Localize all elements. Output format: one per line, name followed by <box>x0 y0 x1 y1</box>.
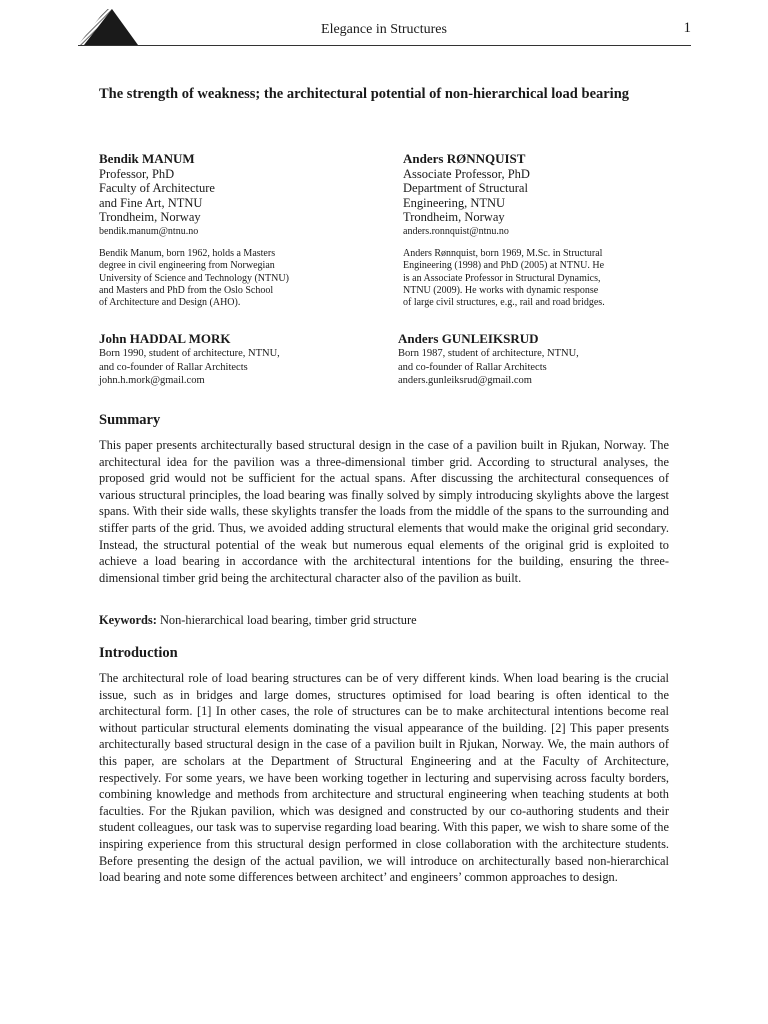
bio-line: Anders Rønnquist, born 1969, M.Sc. in Structural <box>403 248 603 259</box>
author-affiliation: Department of Structural <box>403 181 528 195</box>
summary-heading: Summary <box>99 412 161 428</box>
author-email: bendik.manum@ntnu.no <box>99 225 199 237</box>
author-affiliation: and Fine Art, NTNU <box>99 195 203 210</box>
author-location: Trondheim, Norway <box>403 210 505 224</box>
bio-line: is an Associate Professor in Structural Dynamics, <box>403 272 601 284</box>
author-bio-manum <box>99 248 289 309</box>
bio-line: degree in civil engineering from Norwegian <box>99 260 275 272</box>
author-affiliation: Engineering, NTNU <box>403 195 506 210</box>
author-email: anders.gunleiksrud@gmail.com <box>398 375 532 386</box>
bio-line: and Masters and PhD from the Oslo School <box>99 284 274 296</box>
author-mork <box>99 330 280 388</box>
author-manum <box>99 152 215 238</box>
page-number: 1 <box>683 20 691 36</box>
author-position: Professor, PhD <box>99 166 175 181</box>
journal-title: Elegance in Structures <box>321 22 447 37</box>
author-email: anders.ronnquist@ntnu.no <box>403 225 509 237</box>
bio-line: of Architecture and Design (AHO). <box>99 297 241 309</box>
author-description: Born 1987, student of architecture, NTNU, <box>398 348 579 359</box>
bio-line: University of Science and Technology (NTNU) <box>99 272 289 284</box>
paper-title: The strength of weakness; the architectural potential of non-hierarchical load bearing <box>99 86 630 102</box>
bio-line: NTNU (2009). He works with dynamic response <box>403 284 599 296</box>
introduction-text: The architectural role of load bearing structures can be of very different kinds. When load bearing is the crucial issue, such as in bridges and large domes, structures optimised for load bearing is often identical to the architectural form. [1] In other cases, the role of structures can be to make architectural intentions become real without particular structural elements dominating the visual appearance of the building. [2] This paper presents architecturally based structural design in the case of a pavilion built in Rjukan, Norway. We, the main authors of this paper, are scholars at the Department of Structural Engineering and at the Faculty of Architecture, respectively. For some years, we have been working together in lecturing and supervising across faculty borders, combining knowledge and methods from architecture and structural engineering when teaching students at both faculties. For the Rjukan pavilion, which was designed and constructed by our co-authoring students and their student colleagues, our task was to supervise regarding load bearing. With this paper, we wish to share some of the inspiring experience from this structural design performed in close collaboration with the architecture students. Before presenting the design of the actual pavilion, we will introduce on architecturally based non-hierarchical load bearing and note some differences between architect’ and engineers’ common approaches to design. <box>99 671 669 885</box>
author-name: John HADDAL MORK <box>99 331 231 346</box>
author-name: Anders GUNLEIKSRUD <box>398 331 539 346</box>
keywords <box>99 613 417 628</box>
author-position: Associate Professor, PhD <box>403 166 530 181</box>
author-gunleiksrud <box>398 330 579 388</box>
author-description: and co-founder of Rallar Architects <box>99 361 248 373</box>
introduction-heading: Introduction <box>99 645 178 661</box>
author-email: john.h.mork@gmail.com <box>99 375 205 386</box>
conference-logo <box>78 9 138 46</box>
author-location: Trondheim, Norway <box>99 210 201 224</box>
keywords-label: Keywords: <box>99 613 157 627</box>
header-rule <box>78 45 691 46</box>
author-description: Born 1990, student of architecture, NTNU, <box>99 348 280 359</box>
bio-line: Engineering (1998) and PhD (2005) at NTNU. He <box>403 260 605 272</box>
author-affiliation: Faculty of Architecture <box>99 181 215 195</box>
summary-text: This paper presents architecturally based structural design in the case of a pavilion built in Rjukan, Norway. The architectural idea for the pavilion was a three-dimensional timber grid. According to structural analyses, the proposed grid would not be sufficient for the actual spans. After discussing the architectural consequences of various structural principles, the load bearing was finally solved by simply introducing skylights above the largest spans. With their side walls, these skylights transfer the loads from the middle of the spans to the surrounding and stiffer parts of the grid. Thus, we avoided adding structural elements that would make the original grid secondary. Instead, the structural potential of the weak but numerous equal elements of the original grid is exploited to achieve a load bearing in accordance with the architectural intentions for the building, ensuring the three-dimensional timber grid being the architectural character also of the pavilion as built. <box>99 438 669 585</box>
bio-line: of large civil structures, e.g., rail and road bridges. <box>403 297 605 309</box>
author-name: Bendik MANUM <box>99 151 195 166</box>
keywords-text: Non-hierarchical load bearing, timber grid structure <box>159 613 417 627</box>
author-description: and co-founder of Rallar Architects <box>398 361 547 373</box>
author-bio-ronnquist <box>403 248 605 309</box>
author-name: Anders RØNNQUIST <box>403 151 526 166</box>
bio-line: Bendik Manum, born 1962, holds a Masters <box>99 248 276 259</box>
author-ronnquist <box>403 152 530 238</box>
